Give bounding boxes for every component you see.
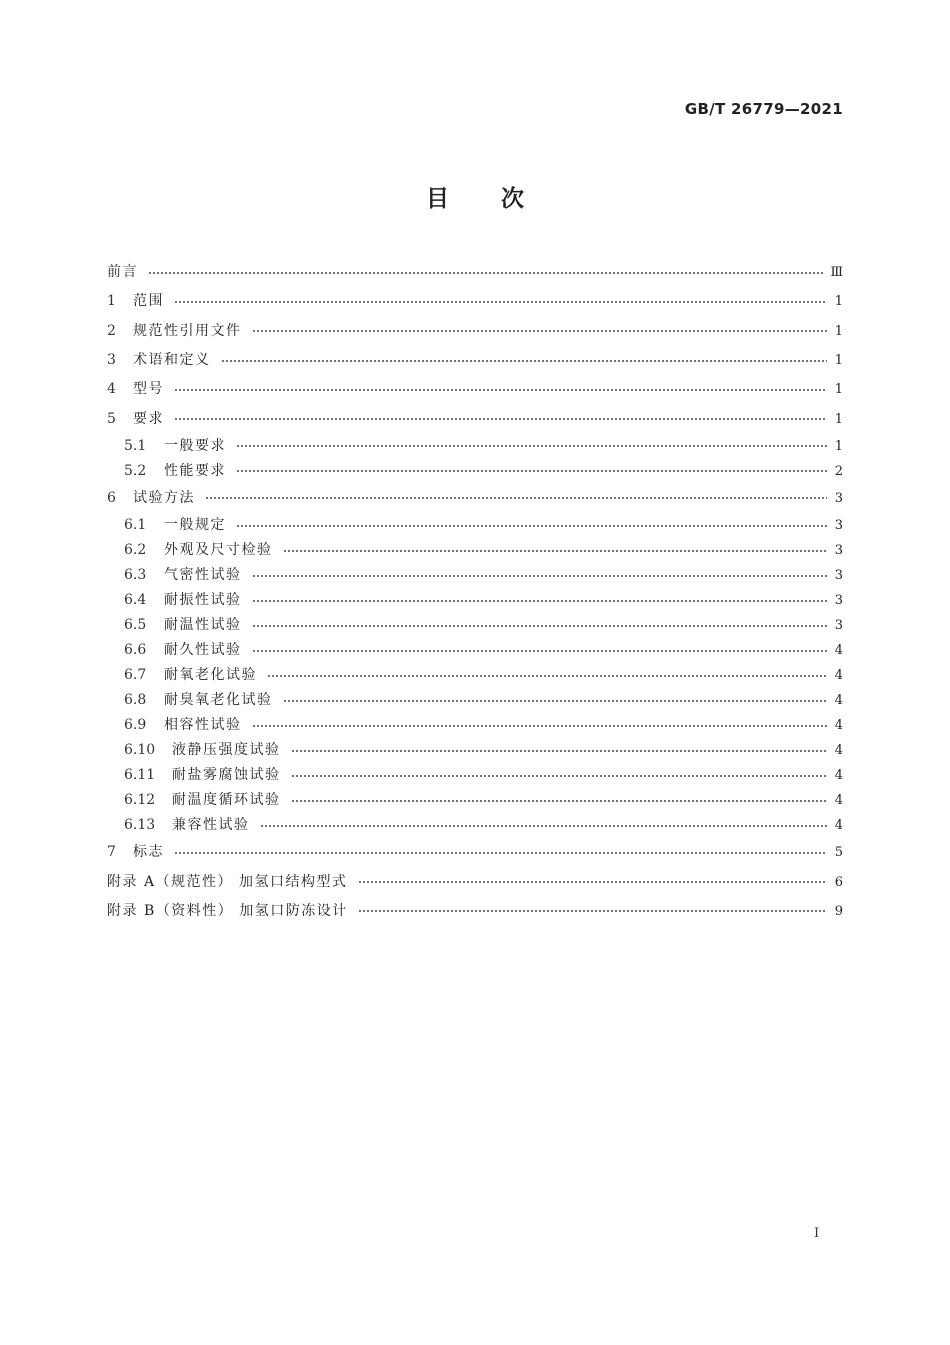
toc-entry[interactable]	[107, 287, 843, 316]
toc-entry-label: 兼容性试验	[172, 817, 250, 834]
dot-leader	[252, 625, 828, 627]
toc-entry-label: 外观及尺寸检验	[164, 542, 273, 559]
toc-entry-label: 耐久性试验	[164, 642, 242, 659]
toc-entry-label: 附录 B（资料性） 加氢口防冻设计	[107, 902, 348, 919]
dot-leader	[236, 470, 827, 472]
dot-leader	[236, 525, 827, 527]
toc-entry-label: 液静压强度试验	[172, 742, 281, 759]
toc-entry-label: 范围	[133, 293, 164, 310]
toc-entry-label: 耐温度循环试验	[172, 792, 281, 809]
toc-entry-label: 术语和定义	[133, 352, 211, 369]
toc-entry-label: 相容性试验	[164, 717, 242, 734]
toc-entry[interactable]	[107, 813, 843, 838]
toc-entry-number: 6	[107, 489, 116, 506]
toc-entry[interactable]	[107, 588, 843, 613]
toc-entry[interactable]	[107, 738, 843, 763]
standard-code: GB/T 26779—2021	[684, 100, 843, 118]
toc-entry-page: 4	[834, 693, 843, 709]
table-of-contents	[107, 258, 843, 926]
dot-leader	[252, 725, 828, 727]
dot-leader	[283, 550, 828, 552]
toc-entry-page: 6	[834, 874, 843, 890]
toc-entry-label: 一般规定	[164, 517, 226, 534]
toc-entry-label: 试验方法	[133, 489, 195, 506]
dot-leader	[358, 910, 827, 912]
toc-entry-page: 3	[834, 490, 843, 506]
toc-entry-page: 1	[834, 353, 843, 369]
toc-entry-page: 4	[834, 643, 843, 659]
dot-leader	[291, 750, 828, 752]
dot-leader	[221, 360, 828, 362]
dot-leader	[291, 800, 828, 802]
toc-entry[interactable]	[107, 538, 843, 563]
title-char-2: 次	[501, 186, 524, 212]
toc-entry-label: 气密性试验	[164, 567, 242, 584]
dot-leader	[260, 825, 828, 827]
toc-entry[interactable]	[107, 317, 843, 346]
toc-entry-number: 6.7	[124, 667, 147, 684]
toc-entry-label: 性能要求	[164, 462, 226, 479]
toc-entry-number: 6.1	[124, 517, 147, 534]
toc-entry-number: 6.8	[124, 692, 147, 709]
toc-entry[interactable]	[107, 838, 843, 867]
toc-entry-label: 前言	[107, 264, 138, 281]
dot-leader	[291, 775, 828, 777]
toc-entry-label: 标志	[133, 844, 164, 861]
toc-entry[interactable]	[107, 258, 843, 287]
toc-entry[interactable]	[107, 788, 843, 813]
toc-entry-page: 4	[834, 718, 843, 734]
toc-entry-page: 4	[834, 743, 843, 759]
toc-entry[interactable]	[107, 763, 843, 788]
dot-leader	[174, 301, 827, 303]
toc-entry-number: 4	[107, 381, 116, 398]
toc-entry[interactable]	[107, 563, 843, 588]
toc-entry-page: Ⅲ	[830, 265, 843, 281]
toc-entry-page: 1	[834, 438, 843, 454]
toc-entry[interactable]	[107, 638, 843, 663]
toc-entry-label: 要求	[133, 410, 164, 427]
toc-entry-number: 5.2	[124, 462, 147, 479]
toc-entry-page: 4	[834, 793, 843, 809]
dot-leader	[236, 445, 827, 447]
toc-entry-label: 附录 A（规范性） 加氢口结构型式	[107, 873, 348, 890]
toc-entry-number: 1	[107, 293, 116, 310]
toc-entry-label: 耐盐雾腐蚀试验	[172, 767, 281, 784]
toc-entry[interactable]	[107, 484, 843, 513]
toc-entry-label: 规范性引用文件	[133, 322, 242, 339]
toc-entry-number: 6.9	[124, 717, 147, 734]
toc-entry[interactable]	[107, 897, 843, 926]
toc-entry-number: 6.10	[124, 742, 156, 759]
toc-entry-page: 3	[834, 593, 843, 609]
dot-leader	[205, 497, 827, 499]
toc-entry-label: 型号	[133, 381, 164, 398]
dot-leader	[174, 852, 827, 854]
dot-leader	[148, 272, 824, 274]
toc-entry-label: 耐臭氧老化试验	[164, 692, 273, 709]
toc-entry-page: 1	[834, 382, 843, 398]
toc-entry-page: 1	[834, 411, 843, 427]
toc-entry-page: 4	[834, 668, 843, 684]
toc-entry[interactable]	[107, 713, 843, 738]
toc-entry[interactable]	[107, 404, 843, 433]
toc-entry-number: 6.2	[124, 542, 147, 559]
toc-entry-page: 5	[834, 845, 843, 861]
toc-entry-page: 1	[834, 323, 843, 339]
dot-leader	[252, 600, 828, 602]
toc-entry[interactable]	[107, 688, 843, 713]
toc-entry-number: 6.5	[124, 617, 147, 634]
toc-entry[interactable]	[107, 346, 843, 375]
toc-entry-page: 3	[834, 518, 843, 534]
toc-entry[interactable]	[107, 434, 843, 459]
toc-entry-page: 2	[834, 463, 843, 479]
toc-entry-page: 3	[834, 568, 843, 584]
toc-entry-page: 1	[834, 294, 843, 310]
toc-entry-page: 3	[834, 543, 843, 559]
toc-entry-label: 耐振性试验	[164, 592, 242, 609]
toc-entry[interactable]	[107, 375, 843, 404]
toc-entry-number: 6.3	[124, 567, 147, 584]
dot-leader	[252, 650, 828, 652]
toc-entry-number: 3	[107, 352, 116, 369]
toc-entry-number: 5	[107, 410, 116, 427]
dot-leader	[252, 575, 828, 577]
toc-entry-page: 4	[834, 768, 843, 784]
toc-entry-number: 2	[107, 322, 116, 339]
toc-entry-number: 6.13	[124, 817, 156, 834]
dot-leader	[283, 700, 828, 702]
toc-entry-label: 一般要求	[164, 437, 226, 454]
toc-entry[interactable]	[107, 867, 843, 896]
dot-leader	[267, 675, 827, 677]
toc-entry-number: 6.11	[124, 767, 156, 784]
dot-leader	[174, 389, 827, 391]
title-char-1: 目	[426, 186, 449, 212]
toc-entry-number: 6.12	[124, 792, 156, 809]
toc-entry-page: 9	[834, 903, 843, 919]
toc-entry-number: 6.6	[124, 642, 147, 659]
page-title	[0, 180, 950, 213]
dot-leader	[252, 330, 828, 332]
toc-entry[interactable]	[107, 613, 843, 638]
dot-leader	[358, 881, 827, 883]
toc-entry[interactable]	[107, 663, 843, 688]
toc-entry-number: 6.4	[124, 592, 147, 609]
page-number: I	[814, 1226, 820, 1241]
dot-leader	[174, 418, 827, 420]
toc-entry-number: 5.1	[124, 437, 147, 454]
toc-entry-label: 耐氧老化试验	[164, 667, 257, 684]
toc-entry-label: 耐温性试验	[164, 617, 242, 634]
toc-entry-number: 7	[107, 844, 116, 861]
toc-entry[interactable]	[107, 459, 843, 484]
toc-entry-page: 3	[834, 618, 843, 634]
toc-entry[interactable]	[107, 513, 843, 538]
toc-entry-page: 4	[834, 818, 843, 834]
